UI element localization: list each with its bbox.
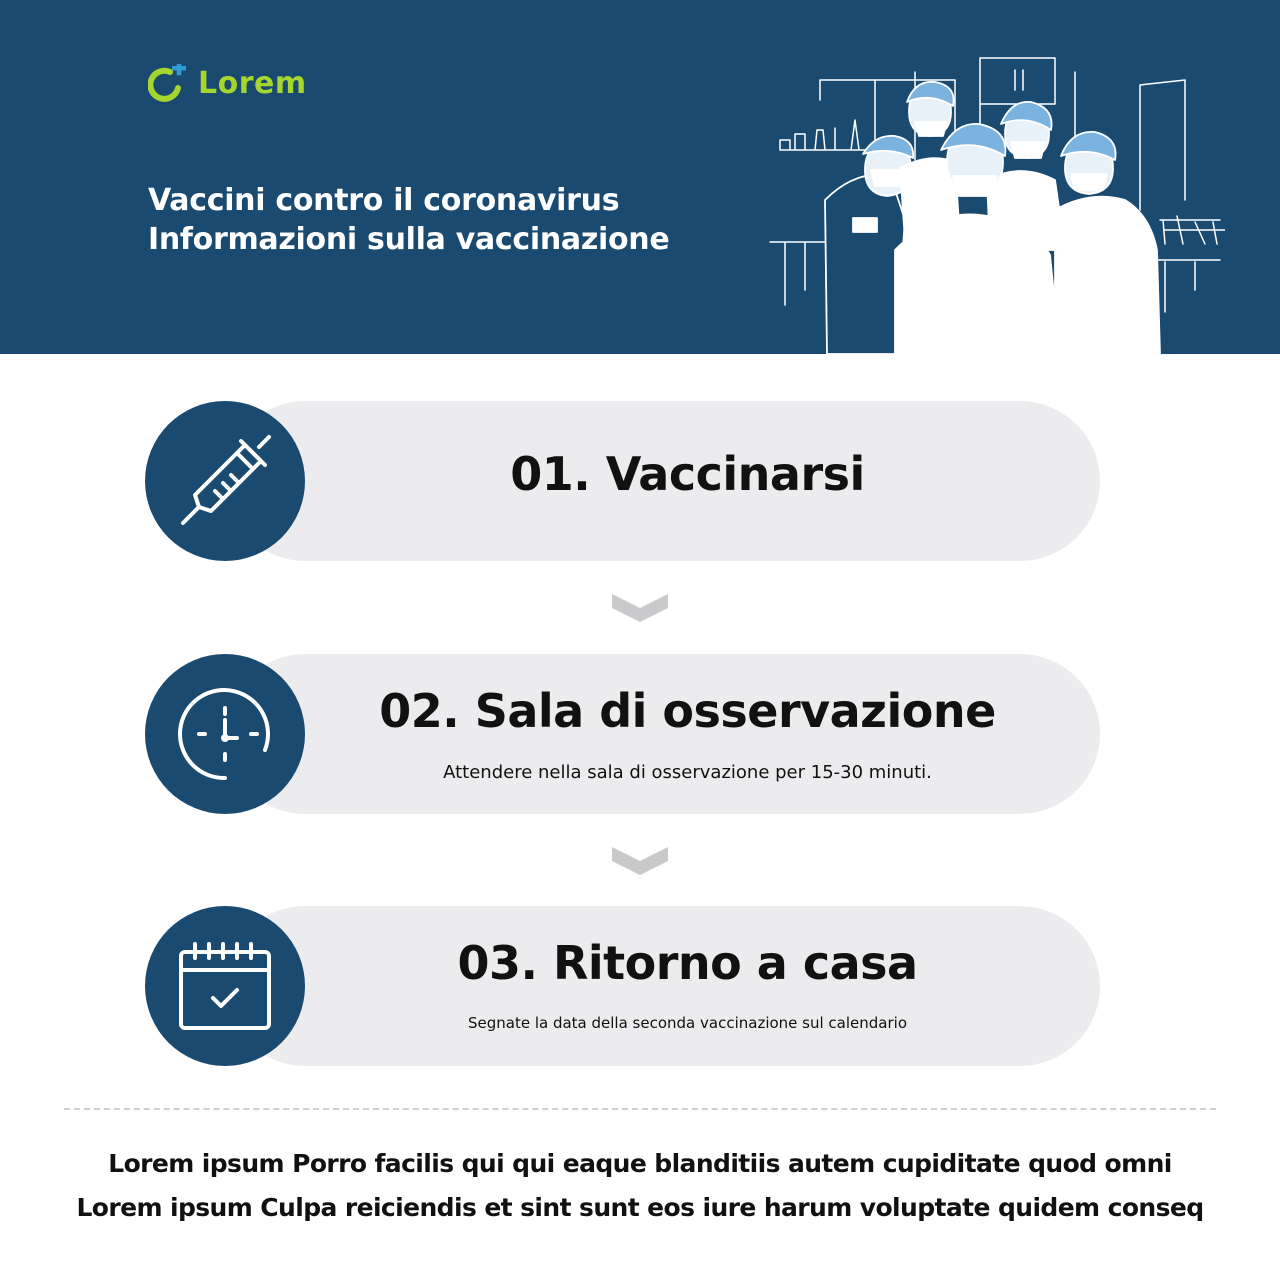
step-2-description: Attendere nella sala di osservazione per 15-30 minuti.: [443, 762, 932, 783]
calendar-check-icon: [175, 936, 275, 1036]
clock-icon: [175, 684, 275, 784]
medical-team-illustration: [765, 50, 1225, 354]
step-3: [145, 906, 1100, 1066]
header-banner: [0, 0, 1280, 354]
chevron-down-icon: [612, 590, 668, 624]
logo-icon: [148, 64, 190, 102]
step-2: [145, 654, 1100, 814]
logo-text: Lorem: [198, 65, 307, 101]
footer-line-2: Lorem ipsum Culpa reiciendis et sint sunt eos iure harum voluptate quidem conseq: [76, 1193, 1204, 1222]
dashed-divider: [64, 1108, 1216, 1110]
footer-line-1: Lorem ipsum Porro facilis qui qui eaque blanditiis autem cupiditate quod omni: [108, 1149, 1172, 1178]
footer-text: [0, 1142, 1280, 1230]
logo: [148, 64, 307, 102]
step-2-icon-circle: [145, 654, 305, 814]
page-title-line-1: Vaccini contro il coronavirus: [148, 183, 620, 218]
page-title: [148, 181, 669, 259]
step-1: [145, 401, 1100, 561]
step-1-title: 01. Vaccinarsi: [510, 447, 865, 501]
step-3-title: 03. Ritorno a casa: [457, 936, 918, 990]
step-2-title: 02. Sala di osservazione: [379, 684, 996, 738]
step-1-icon-circle: [145, 401, 305, 561]
step-3-icon-circle: [145, 906, 305, 1066]
step-3-description: Segnate la data della seconda vaccinazione sul calendario: [467, 1014, 907, 1032]
chevron-down-icon: [612, 843, 668, 877]
syringe-icon: [175, 431, 275, 531]
page-title-line-2: Informazioni sulla vaccinazione: [148, 222, 670, 257]
